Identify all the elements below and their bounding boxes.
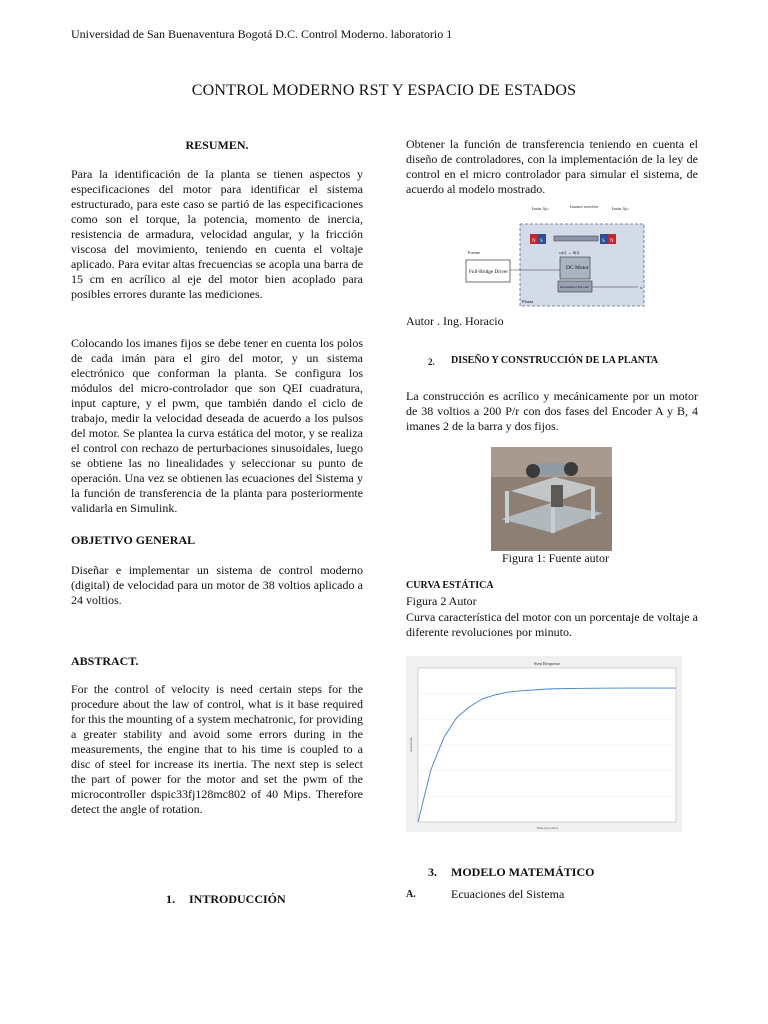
pole-n-left: N bbox=[532, 239, 536, 244]
magnet-left bbox=[526, 464, 540, 478]
section-2-number: 2. bbox=[428, 357, 435, 367]
encoder-label: Incremental Encoder bbox=[560, 285, 590, 289]
iman-fijo-left-label: Imán fijo bbox=[532, 206, 549, 211]
objetivo-heading: OBJETIVO GENERAL bbox=[71, 533, 196, 547]
resumen-paragraph-2: Colocando los imanes fijos se debe tener en cuenta los polos de cada imán para el giro del motor, y un sistema electrónico que conforman la planta. Se configura los módulos del micro-controlador que son QEI cuadratura, input capture, y el pwm, que también dando el ciclo de trabajo, medir la velocidad deseada de acuerdo a los pulsos del motor. Se plantea la curva estática del motor, y se realiza el control con rechazo de perturbaciones sinusoidales, luego se obtiene las no linealidades y seleccionar su punto de operación. Una vez se obtienen las ecuaciones del Sistema y la función de transferencia de la planta para posteriormente validarla en Simulink. bbox=[71, 336, 363, 515]
section-3-heading: MODELO MATEMÁTICO bbox=[451, 865, 595, 879]
abstract-text: For the control of velocity is need certain steps for the procedure about the law of control, what is it base required for this the mounting of a system mechatronic, for providing a greater stability and avoid some errors during in the measurements, the engine that to his time is coupled to a disc of steel for increase its inertia. The next step is select the part of power for the motor and set the pwm of the microcontroller dspic33fj128mc802 of 40 Mips. Therefore detect the angle of rotation. bbox=[71, 682, 363, 816]
figure-1-caption: Figura 1: Fuente autor bbox=[502, 551, 609, 565]
chart-title: Step Response bbox=[533, 661, 561, 666]
leg-1 bbox=[505, 491, 509, 523]
abstract-heading: ABSTRACT. bbox=[71, 654, 139, 668]
motor-photo bbox=[551, 485, 563, 507]
rotating-bar bbox=[554, 236, 598, 241]
section-3-number: 3. bbox=[428, 865, 437, 879]
magnet-right bbox=[564, 462, 578, 476]
section-2-text: La construcción es acrílico y mecánicamente por un motor de 38 voltios a 200 P/r con dos fases del Encoder A y B, 4 imanes 2 de la barra y dos fijos. bbox=[406, 389, 698, 433]
iman-fijo-right-label: Imán fijo bbox=[612, 206, 629, 211]
page-header: Universidad de San Buenaventura Bogotá D.C. Control Moderno. laboratorio 1 bbox=[71, 27, 453, 41]
step-response-chart bbox=[406, 656, 682, 832]
pole-s-left: S bbox=[540, 239, 543, 244]
chart-xlabel: Time (seconds) bbox=[536, 826, 558, 830]
planta-label: Planta bbox=[522, 299, 534, 304]
intro-heading: INTRODUCCIÓN bbox=[189, 892, 286, 906]
driver-label: Full-Bridge Driver bbox=[469, 269, 509, 275]
curva-heading: CURVA ESTÁTICA bbox=[406, 580, 494, 591]
theta-label: ω(t) → θ(t) bbox=[559, 250, 580, 255]
curva-text: Curva característica del motor con un porcentaje de voltaje a diferente revoluciones por minuto. bbox=[406, 610, 698, 639]
fuente-label: Fuente bbox=[468, 250, 481, 255]
paper-title: CONTROL MODERNO RST Y ESPACIO DE ESTADOS bbox=[191, 82, 577, 99]
x-label: x bbox=[640, 285, 643, 290]
leg-3 bbox=[551, 503, 555, 533]
plant-photo bbox=[491, 447, 612, 551]
imanes-moviles-label: Imanes móviles bbox=[570, 204, 599, 209]
intro-number: 1. bbox=[166, 892, 175, 906]
chart-ylabel: Amplitude bbox=[409, 737, 413, 752]
plant-diagram bbox=[462, 204, 648, 308]
right-paragraph-1: Obtener la función de transferencia teniendo en cuenta el diseño de controladores, con la implementación de la ley de control en el micro controlador para simular el sistema, de acuerdo al modelo mostrado. bbox=[406, 137, 698, 196]
dc-motor-label: DC Motor bbox=[566, 265, 589, 271]
bar-on-top bbox=[537, 463, 567, 475]
pole-s-right: S bbox=[602, 239, 605, 244]
resumen-paragraph-1: Para la identificación de la planta se tienen aspectos y especificaciones del motor para identificar el sistema estructurado, para este caso se partió de las especificaciones como son el torque, la potencia, momento de inercia, resistencia de armadura, velocidad angular, y la fricción viscosa del movimiento, teniendo en cuenta el voltaje aplicado. Para evitar altas frecuencias se acopla una barra de 15 cm en acrílico al eje del motor bien acoplado para posibles errores durante las mediciones. bbox=[71, 167, 363, 301]
section-2-heading: DISEÑO Y CONSTRUCCIÓN DE LA PLANTA bbox=[451, 355, 659, 366]
diagram-caption: Autor . Ing. Horacio bbox=[406, 314, 504, 328]
figure-2-label: Figura 2 Autor bbox=[406, 594, 477, 608]
objetivo-text: Diseñar e implementar un sistema de control moderno (digital) de velocidad para un motor de 38 voltios aplicado a 24 voltios. bbox=[71, 563, 363, 607]
subsection-a-number: A. bbox=[406, 889, 416, 900]
resumen-heading: RESUMEN. bbox=[185, 138, 249, 152]
leg-2 bbox=[591, 487, 595, 519]
pole-n-right: N bbox=[610, 239, 614, 244]
subsection-a-text: Ecuaciones del Sistema bbox=[451, 887, 565, 901]
